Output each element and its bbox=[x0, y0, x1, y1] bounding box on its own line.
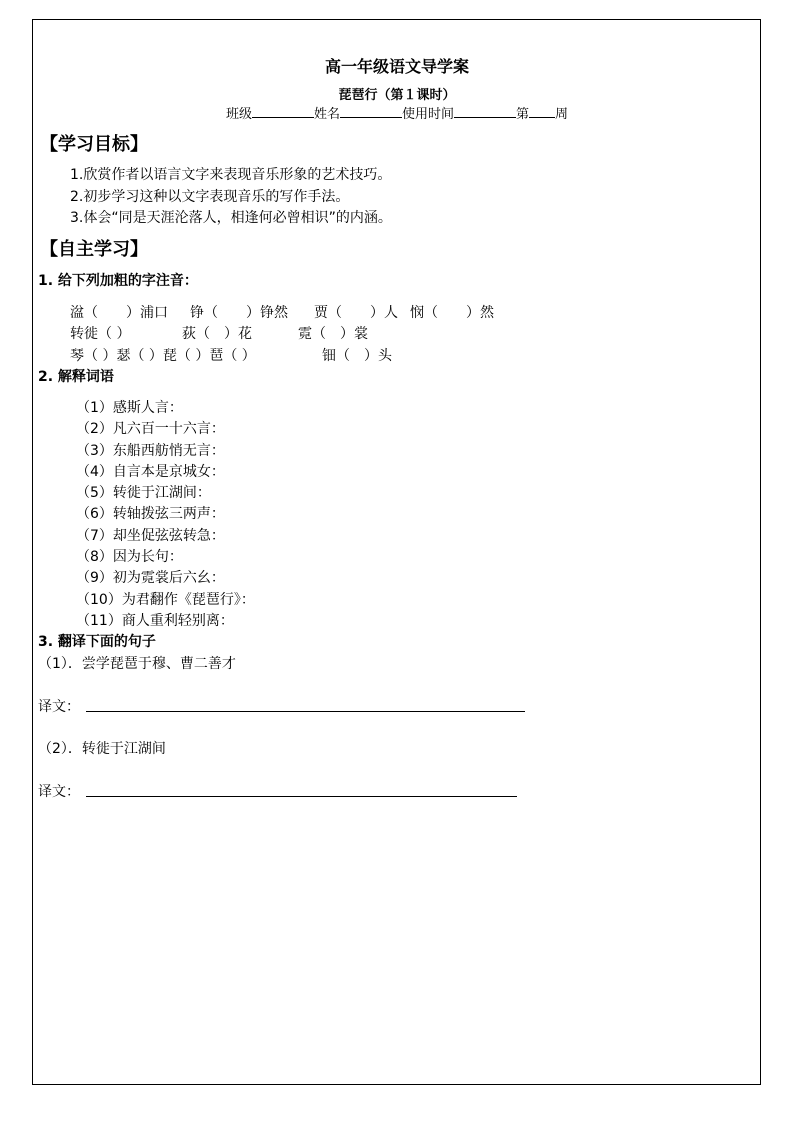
pinyin-item: 悯（ ）然 bbox=[410, 305, 494, 321]
vocab-item: （10）为君翻作《琵琶行》： bbox=[76, 592, 255, 608]
translation-answer-line-2[interactable] bbox=[86, 796, 517, 797]
translate-sentence-1: （1）．尝学琵琶于穆、曹二善才 bbox=[38, 656, 236, 672]
objective-item: 1.欣赏作者以语言文字来表现音乐形象的艺术技巧。 bbox=[70, 167, 392, 183]
vocab-item: （3）东船西舫悄无言： bbox=[76, 443, 225, 459]
pinyin-item: 霓（ ）裳 bbox=[298, 326, 368, 342]
vocab-item: （11）商人重利轻别离： bbox=[76, 613, 234, 629]
question-1-title: 1. 给下列加粗的字注音： bbox=[38, 273, 198, 289]
pinyin-item: 琴（ ）瑟（ ）琵（ ）琶（ ） bbox=[70, 348, 256, 364]
vocab-item: （6）转轴拨弦三两声： bbox=[76, 506, 225, 522]
question-3-title: 3. 翻译下面的句子 bbox=[38, 634, 156, 650]
pinyin-item: 铮（ ）铮然 bbox=[190, 305, 288, 321]
objective-item: 2.初步学习这种以文字表现音乐的写作手法。 bbox=[70, 189, 350, 205]
vocab-item: （9）初为霓裳后六幺： bbox=[76, 570, 225, 586]
objectives-heading: 【学习目标】 bbox=[40, 134, 148, 155]
week-prefix: 第 bbox=[516, 107, 530, 122]
self-study-heading: 【自主学习】 bbox=[40, 239, 148, 260]
week-suffix: 周 bbox=[555, 107, 569, 122]
translate-sentence-2: （2）．转徙于江湖间 bbox=[38, 741, 166, 757]
name-label: 姓名 bbox=[313, 107, 340, 122]
translation-label: 译文： bbox=[38, 784, 80, 800]
translation-label: 译文： bbox=[38, 699, 80, 715]
objective-item: 3.体会“同是天涯沦落人，相逢何必曾相识”的内涵。 bbox=[70, 210, 392, 226]
pinyin-item: 贾（ ）人 bbox=[314, 305, 398, 321]
time-field[interactable] bbox=[454, 104, 516, 118]
vocab-item: （2）凡六百一十六言： bbox=[76, 421, 225, 437]
pinyin-item: 湓（ ）浦口 bbox=[70, 305, 168, 321]
pinyin-item: 钿（ ）头 bbox=[322, 348, 392, 364]
time-label: 使用时间 bbox=[401, 107, 454, 122]
class-field[interactable] bbox=[252, 104, 314, 118]
pinyin-item: 转徙（ ） bbox=[70, 326, 131, 342]
vocab-item: （1）感斯人言： bbox=[76, 400, 183, 416]
vocab-item: （5）转徙于江湖间： bbox=[76, 485, 211, 501]
vocab-item: （4）自言本是京城女： bbox=[76, 464, 225, 480]
translation-answer-line-1[interactable] bbox=[86, 711, 525, 712]
vocab-item: （7）却坐促弦弦转急： bbox=[76, 528, 225, 544]
week-field[interactable] bbox=[529, 104, 555, 118]
page-title: 高一年级语文导学案 bbox=[324, 57, 469, 76]
pinyin-item: 荻（ ）花 bbox=[182, 326, 252, 342]
lesson-subtitle: 琵琶行（第１课时） bbox=[338, 88, 456, 103]
student-info-row bbox=[0, 103, 794, 122]
name-field[interactable] bbox=[340, 104, 402, 118]
vocab-item: （8）因为长句： bbox=[76, 549, 183, 565]
class-label: 班级 bbox=[225, 107, 252, 122]
question-2-title: 2. 解释词语 bbox=[38, 369, 114, 385]
